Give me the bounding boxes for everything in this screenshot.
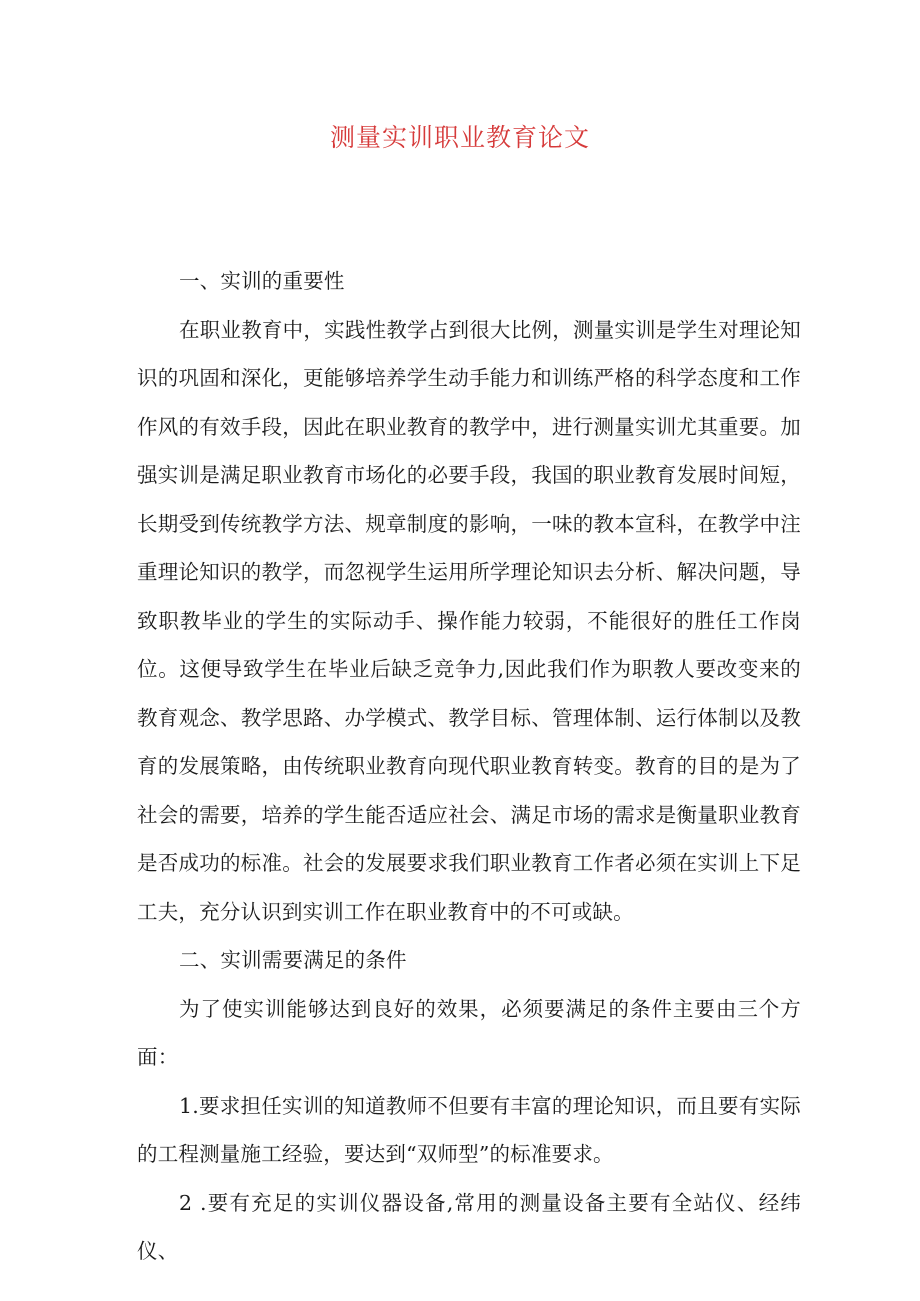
document-title: 测量实训职业教育论文	[329, 123, 590, 152]
list-item-equipment: 2 .要有充足的实训仪器设备,常用的测量设备主要有全站仪、经纬仪、	[137, 1190, 801, 1263]
section-heading-conditions: 二、实训需要满足的条件	[179, 948, 407, 972]
document-body	[137, 257, 801, 1276]
paragraph-importance: 在职业教育中，实践性教学占到很大比例，测量实训是学生对理论知识的巩固和深化，更能够培养学生动手能力和训练严格的科学态度和工作作风的有效手段，因此在职业教育的教学中，进行测量实训尤其重要。加强实训是满足职业教育市场化的必要手段，我国的职业教育发展时间短，长期受到传统教学方法、规章制度的影响，一味的教本宣科，在教学中注重理论知识的教学，而忽视学生运用所学理论知识去分析、解决问题，导致职教毕业的学生的实际动手、操作能力较弱，不能很好的胜任工作岗位。这便导致学生在毕业后缺乏竞争力,因此我们作为职教人要改变来的教育观念、教学思路、办学模式、教学目标、管理体制、运行体制以及教育的发展策略，由传统职业教育向现代职业教育转变。教育的目的是为了社会的需要，培养的学生能否适应社会、满足市场的需求是衡量职业教育是否成功的标准。社会的发展要求我们职业教育工作者必须在实训上下足工夫，充分认识到实训工作在职业教育中的不可或缺。	[137, 317, 801, 924]
list-item-teacher: 1.要求担任实训的知道教师不但要有丰富的理论知识，而且要有实际的工程测量施工经验，要达到“双师型”的标准要求。	[137, 1093, 801, 1166]
paragraph-conditions-intro: 为了使实训能够达到良好的效果，必须要满足的条件主要由三个方面：	[137, 996, 801, 1069]
section-heading-importance: 一、实训的重要性	[179, 269, 345, 293]
